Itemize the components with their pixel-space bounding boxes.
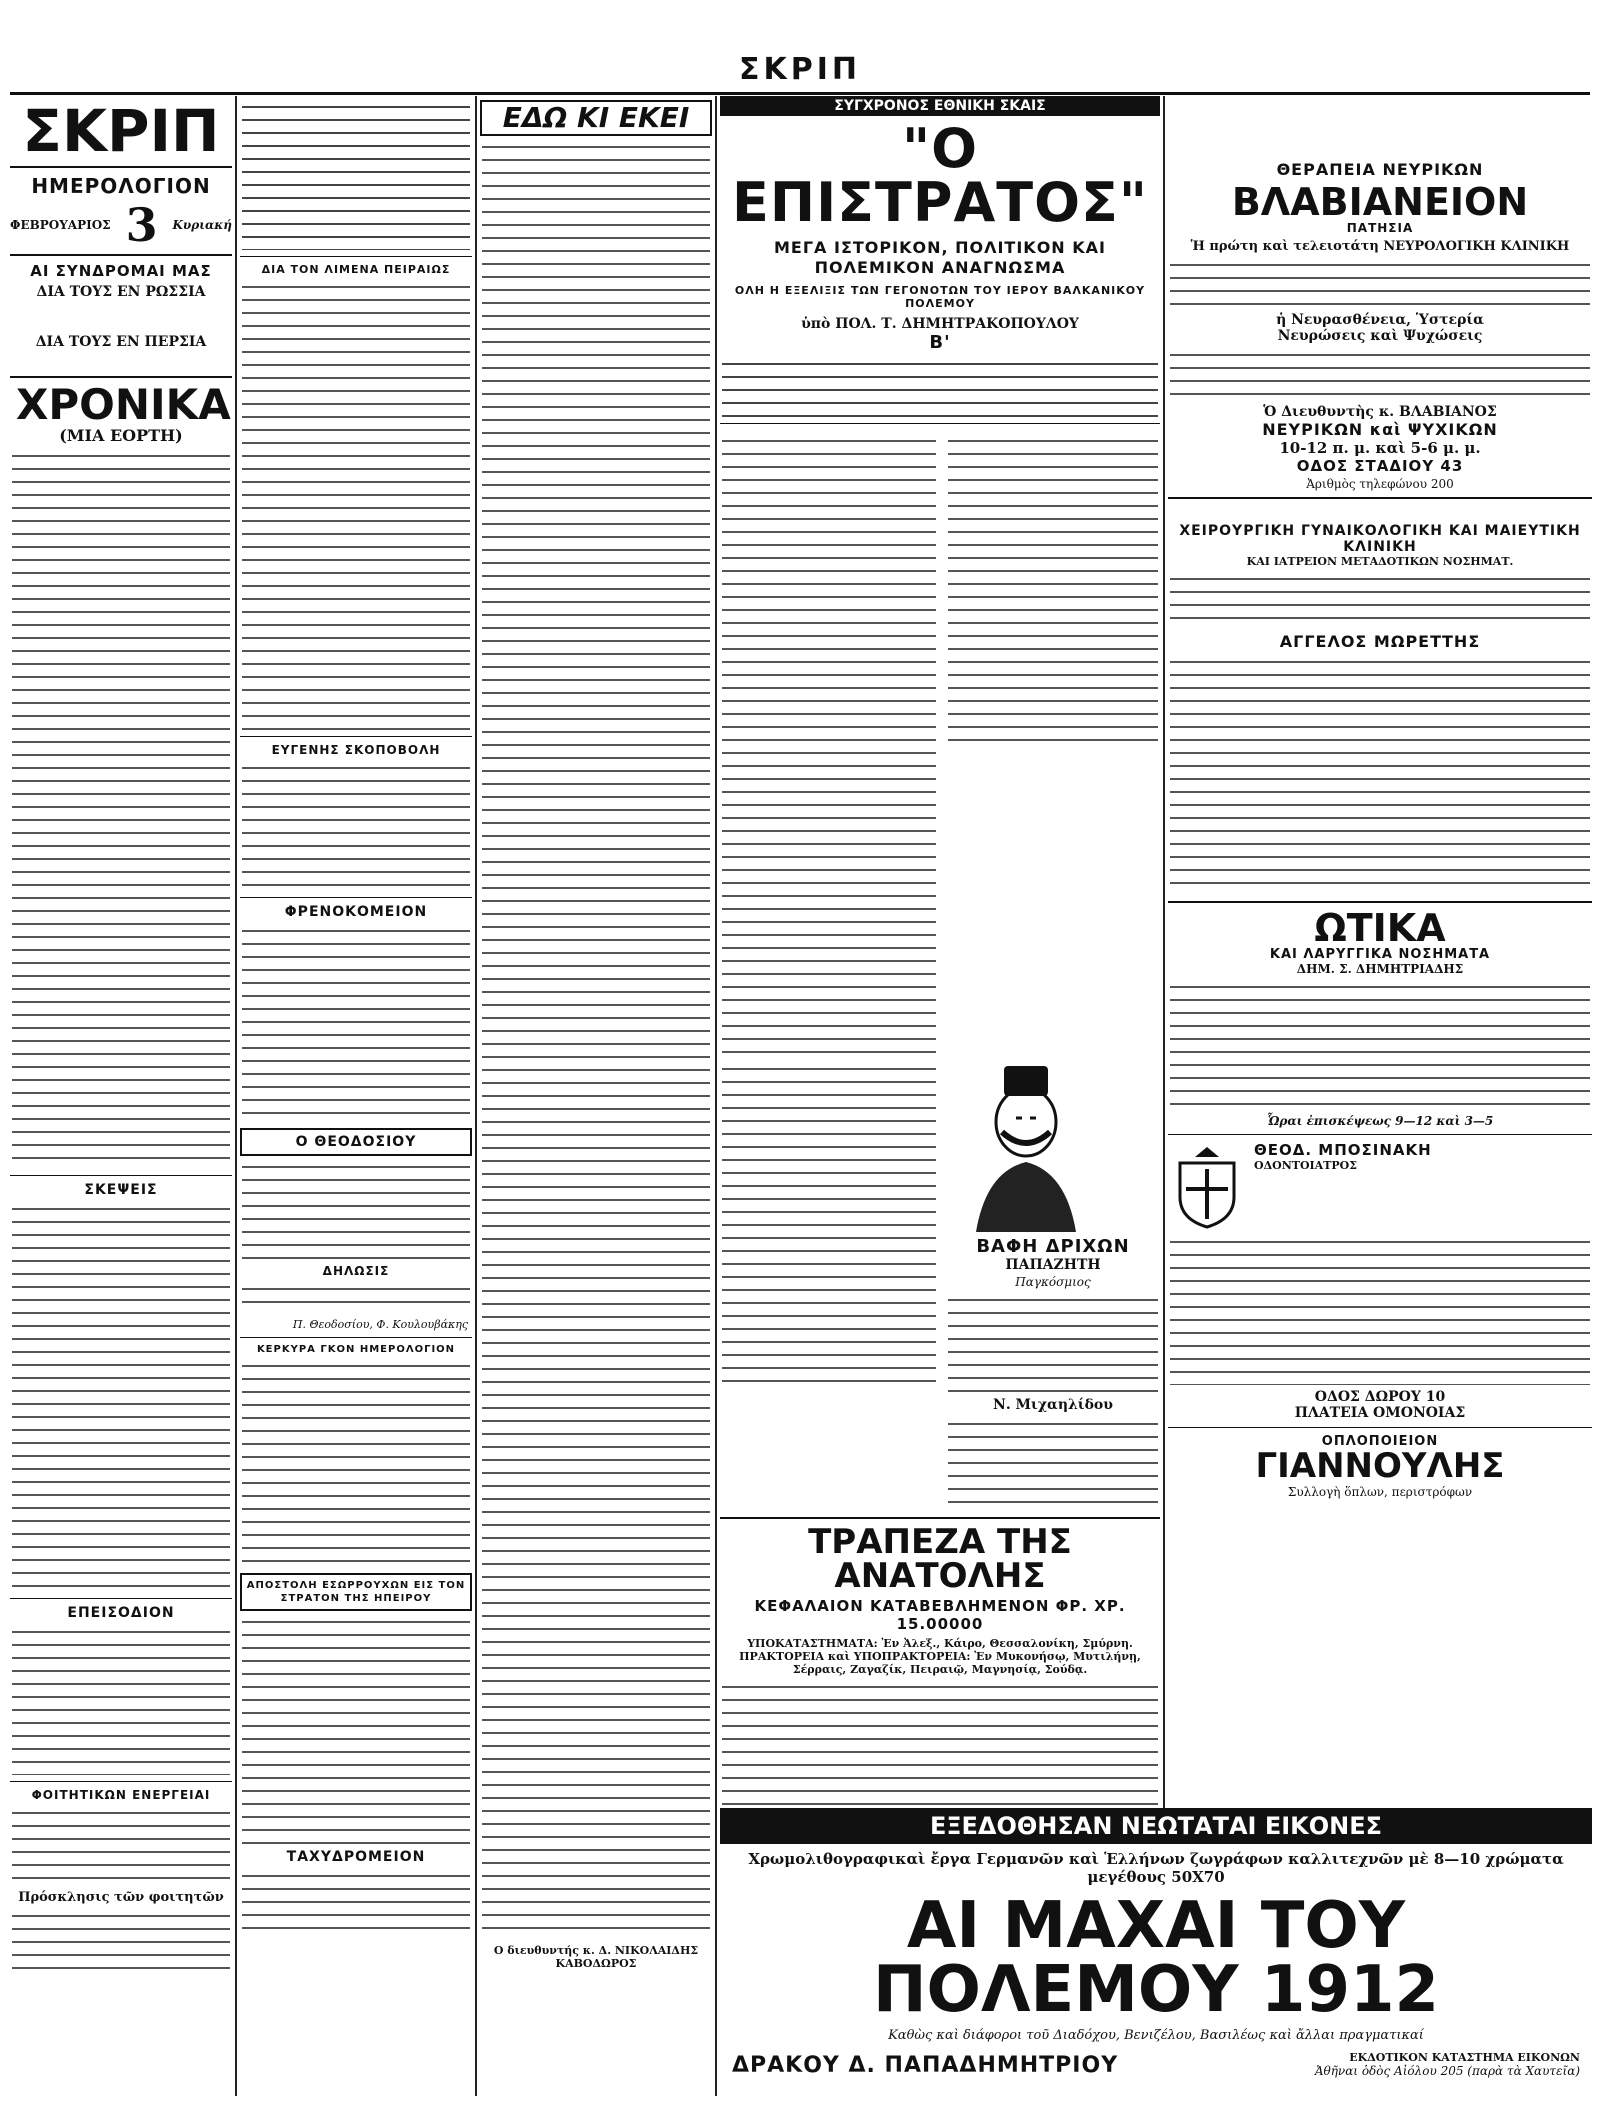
article-text-skopoboli bbox=[242, 761, 470, 891]
theodosiou-box bbox=[240, 1128, 472, 1156]
bank-agencies: ΠΡΑΚΤΟΡΕΙΑ καὶ ΥΠΟΠΡΑΚΤΟΡΕΙΑ: Ἐν Μυκονήσῳ, Μυτιλήνῃ, Σέρραις, Ζαγαζίκ, Πειραιῷ, Μαγνησίᾳ, Σούδᾳ. bbox=[739, 1650, 1141, 1676]
vafi-text bbox=[948, 1293, 1158, 1393]
epeisodion-heading: ΕΠΕΙΣΟΔΙΟΝ bbox=[67, 1605, 175, 1621]
article-text-apostoli bbox=[242, 1615, 470, 1845]
neuro-name: ΒΛΑΒΙΑΝΕΙΟΝ bbox=[1231, 180, 1529, 224]
dilosis-heading: ΔΗΛΩΣΙΣ bbox=[322, 1264, 390, 1278]
subscriptions-persia: ΔΙΑ ΤΟΥΣ ΕΝ ΠΕΡΣΙΑ bbox=[35, 334, 207, 350]
bottom-banner bbox=[720, 1808, 1592, 2120]
dentist-ad bbox=[1168, 1141, 1592, 1231]
article-text bbox=[12, 304, 230, 330]
editor-footer: Ο διευθυντής κ. Δ. ΝΙΚΟΛΑΙΔΗΣ ΚΑΒΟΔΩΡΟΣ bbox=[493, 1944, 699, 1970]
edo-ki-ekei-heading: ΕΔΩ ΚΙ ΕΚΕΙ bbox=[502, 101, 690, 134]
neuro-text bbox=[1170, 348, 1590, 400]
publisher-name: ΔΡΑΚΟΥ Δ. ΠΑΠΑΔΗΜΗΤΡΙΟΥ bbox=[732, 2053, 1119, 2078]
edo-ki-ekei-box bbox=[480, 100, 712, 136]
page-masthead: ΣΚΡΙΠ bbox=[739, 52, 861, 87]
tachydromeion-heading: ΤΑΧΥΔΡΟΜΕΙΟΝ bbox=[286, 1849, 426, 1865]
date-weekday: Κυριακή bbox=[172, 218, 232, 232]
neuro-item-2: Νευρώσεις καὶ Ψυχώσεις bbox=[1277, 328, 1483, 344]
article-text-tachydromeion bbox=[242, 1869, 470, 1929]
chronika-heading: ΧΡΟΝΙΚΑ bbox=[16, 380, 231, 429]
column-2 bbox=[240, 96, 472, 2096]
article-text bbox=[12, 354, 230, 370]
publisher-row bbox=[720, 2045, 1592, 2084]
column-rule bbox=[715, 96, 717, 2096]
article-text bbox=[242, 100, 470, 250]
lower-section bbox=[720, 1058, 1160, 1511]
paper-title: ΣΚΡΙΠ bbox=[22, 97, 220, 165]
publisher-label: ΕΚΔΟΤΙΚΟΝ ΚΑΤΑΣΤΗΜΑ ΕΙΚΟΝΩΝ bbox=[1349, 2051, 1580, 2064]
column-1 bbox=[10, 96, 232, 2096]
article-text-frenokomeion bbox=[242, 924, 470, 1124]
article-text-dilosis bbox=[242, 1282, 470, 1314]
otika-text bbox=[1170, 980, 1590, 1110]
vafi-sub: ΠΑΠΑΖΗΤΗ bbox=[1005, 1257, 1101, 1273]
foitikon-heading: ΦΟΙΤΗΤΙΚΩΝ ΕΝΕΡΓΕΙΑΙ bbox=[31, 1788, 211, 1802]
gun-heading: ΟΠΛΟΠΟΙΕΙΟΝ bbox=[1321, 1434, 1439, 1449]
episcratos-part: Β' bbox=[929, 332, 951, 353]
episcratos-headline: "Ο ΕΠΙΣΤΡΑΤΟΣ" bbox=[731, 117, 1149, 234]
date-month: ΦΕΒΡΟΥΑΡΙΟΣ bbox=[10, 218, 111, 232]
surg-heading: ΧΕΙΡΟΥΡΓΙΚΗ ΓΥΝΑΙΚΟΛΟΓΙΚΗ ΚΑΙ ΜΑΙΕΥΤΙΚΗ ΚΛΙΝΙΚΗ bbox=[1179, 523, 1581, 555]
article-text-intro bbox=[722, 357, 1158, 417]
article-text-epeisodion bbox=[12, 1625, 230, 1775]
episcratos-right bbox=[946, 430, 1160, 1058]
surg-text-long bbox=[1170, 655, 1590, 895]
surg-doctor: ΑΓΓΕΛΟΣ ΜΩΡΕΤΤΗΣ bbox=[1279, 632, 1481, 651]
gun-sub: Συλλογὴ ὅπλων, περιστρόφων bbox=[1287, 1485, 1473, 1499]
column-rule bbox=[475, 96, 477, 2096]
images-line: Χρωμολιθογραφικαὶ ἔργα Γερμανῶν καὶ Ἑλλήνων ζωγράφων καλλιτεχνῶν μὲ 8—10 χρώματα μεγέθους 50Χ70 bbox=[748, 1850, 1564, 1886]
episcratos-subhead: ΜΕΓΑ ΙΣΤΟΡΙΚΟΝ, ΠΟΛΙΤΙΚΟΝ ΚΑΙ ΠΟΛΕΜΙΚΟΝ ΑΝΑΓΝΩΣΜΑ bbox=[773, 238, 1106, 277]
article-text-left bbox=[722, 434, 936, 1054]
article-text-foitikon bbox=[12, 1806, 230, 1886]
neuro-heading: ΘΕΡΑΠΕΙΑ ΝΕΥΡΙΚΩΝ bbox=[1276, 160, 1484, 179]
surg-text bbox=[1170, 572, 1590, 628]
subscriptions-russia: ΔΙΑ ΤΟΥΣ ΕΝ ΡΩΣΣΙΑ bbox=[36, 284, 206, 300]
apostoli-heading: ΑΠΟΣΤΟΛΗ ΕΣΩΡΡΟΥΧΩΝ ΕΙΣ ΤΟΝ ΣΤΡΑΤΟΝ ΤΗΣ ΗΠΕΙΡΟΥ bbox=[246, 1580, 466, 1604]
chronika-subheading: (ΜΙΑ ΕΟΡΤΗ) bbox=[59, 426, 183, 445]
dentist-address-2: ΠΛΑΤΕΙΑ ΟΜΟΝΟΙΑΣ bbox=[1294, 1405, 1466, 1421]
article-text-kerkyra bbox=[242, 1359, 470, 1569]
article-text-edo-ki-ekei bbox=[482, 140, 710, 1940]
dentist-sub: ΟΔΟΝΤΟΙΑΤΡΟΣ bbox=[1254, 1159, 1358, 1172]
new-images-heading: ΕΞΕΔΟΘΗΣΑΝ ΝΕΩΤΑΤΑΙ ΕΙΚΟΝΕΣ bbox=[720, 1808, 1592, 1844]
article-text-thessaloniki bbox=[722, 1062, 936, 1392]
gun-name: ΓΙΑΝΝΟΥΛΗΣ bbox=[1255, 1446, 1505, 1486]
bank-branches: ΥΠΟΚΑΤΑΣΤΗΜΑΤΑ: Ἐν Ἀλεξ., Κάιρο, Θεσσαλονίκη, Σμύρνη. bbox=[747, 1637, 1133, 1650]
neuro-hours: 10-12 π. μ. καὶ 5-6 μ. μ. bbox=[1279, 439, 1481, 457]
episcratos-author: ὑπὸ ΠΟΛ. Τ. ΔΗΜΗΤΡΑΚΟΠΟΥΛΟΥ bbox=[801, 316, 1079, 332]
neuro-place: ΠΑΤΗΣΙΑ bbox=[1346, 221, 1414, 235]
article-text-chronika bbox=[12, 449, 230, 1169]
prosklisis-heading: Πρόσκλησις τῶν φοιτητῶν bbox=[18, 1890, 224, 1905]
limeni-heading: ΔΙΑ ΤΟΝ ΛΙΜΕΝΑ ΠΕΙΡΑΙΩΣ bbox=[261, 263, 451, 276]
skopoboli-heading: ΕΥΓΕΝΗΣ ΣΚΟΠΟΒΟΛΗ bbox=[271, 743, 441, 757]
kerkyra-heading: ΚΕΡΚΥΡΑ ΓΚΟΝ ΗΜΕΡΟΛΟΓΙΟΝ bbox=[256, 1344, 456, 1355]
date-day: 3 bbox=[125, 198, 158, 252]
apostoli-box bbox=[240, 1573, 472, 1611]
vafi-note: Παγκόσμιος bbox=[1015, 1275, 1091, 1289]
column-rule bbox=[1163, 96, 1165, 2096]
surg-sub: ΚΑΙ ΙΑΤΡΕΙΟΝ ΜΕΤΑΔΟΤΙΚΩΝ ΝΟΣΗΜΑΤ. bbox=[1246, 555, 1514, 568]
date-row bbox=[10, 198, 232, 252]
otika-sub: ΚΑΙ ΛΑΡΥΓΓΙΚΑ ΝΟΣΗΜΑΤΑ bbox=[1269, 947, 1491, 962]
dentist-text bbox=[1170, 1235, 1590, 1385]
neuro-dept: ΝΕΥΡΙΚΩΝ καὶ ΨΥΧΙΚΩΝ bbox=[1262, 420, 1498, 439]
otika-heading: ΩΤΙΚΑ bbox=[1314, 906, 1446, 950]
mikhailidou-text bbox=[948, 1417, 1158, 1507]
article-text bbox=[12, 1909, 230, 1969]
episcratos-body bbox=[720, 430, 1160, 1058]
article-text-limeni bbox=[242, 280, 470, 730]
frenokomeion-heading: ΦΡΕΝΟΚΟΜΕΙΟΝ bbox=[284, 904, 428, 920]
otika-doctor: ΔΗΜ. Σ. ΔΗΜΗΤΡΙΑΔΗΣ bbox=[1296, 962, 1464, 976]
publisher-address: Ἀθῆναι ὁδὸς Αἰόλου 205 (παρὰ τὰ Χαυτεῖα) bbox=[1314, 2064, 1580, 2078]
column-3 bbox=[480, 96, 712, 2096]
article-text-right bbox=[948, 434, 1158, 744]
neuro-phone: Ἀριθμὸς τηλεφώνου 200 bbox=[1306, 477, 1454, 491]
neuro-street: ΟΔΟΣ ΣΤΑΔΙΟΥ 43 bbox=[1296, 457, 1464, 475]
episcratos-desc: ΟΛΗ Η ΕΞΕΛΙΞΙΣ ΤΩΝ ΓΕΓΟΝΟΤΩΝ ΤΟΥ ΙΕΡΟΥ ΒΑΛΚΑΝΙΚΟΥ ΠΟΛΕΜΟΥ bbox=[734, 284, 1146, 310]
bank-text bbox=[722, 1680, 1158, 1820]
bank-capital: ΚΕΦΑΛΑΙΟΝ ΚΑΤΑΒΕΒΛΗΜΕΝΟΝ ΦΡ. ΧΡ. 15.00000 bbox=[754, 1597, 1126, 1633]
neuro-item-1: ἡ Νευρασθένεια, Ὑστερία bbox=[1276, 312, 1484, 328]
column-5 bbox=[1168, 96, 1592, 2096]
top-rule bbox=[10, 92, 1590, 95]
bank-title: ΤΡΑΠΕΖΑ ΤΗΣ ΑΝΑΤΟΛΗΣ bbox=[808, 1522, 1072, 1596]
dilosis-signature: Π. Θεοδοσίου, Φ. Κουλουβάκης bbox=[292, 1318, 468, 1331]
vafi-title: ΒΑΦΗ ΔΡΙΧΩΝ bbox=[976, 1236, 1130, 1257]
theodosiou-heading: Ο ΘΕΟΔΟΣΙΟΥ bbox=[295, 1134, 417, 1150]
mikhailidou-ad: Ν. Μιχαηλίδου bbox=[993, 1397, 1113, 1413]
dentist-address-1: ΟΔΟΣ ΔΩΡΟΥ 10 bbox=[1314, 1389, 1446, 1405]
column-4 bbox=[720, 96, 1160, 2096]
vafi-ad bbox=[946, 1058, 1160, 1511]
column-rule bbox=[235, 96, 237, 2096]
crest-icon bbox=[1168, 1143, 1246, 1229]
strapline: ΣΥΓΧΡΟΝΟΣ ΕΘΝΙΚΗ ΣΚΑΙΣ bbox=[720, 96, 1160, 116]
dentist-name: ΘΕΟΔ. ΜΠΟΣΙΝΑΚΗ bbox=[1254, 1141, 1432, 1159]
battles-sub: Καθὼς καὶ διάφοροι τοῦ Διαδόχου, Βενιζέλου, Βασιλέως καὶ ἄλλαι πραγματικαί bbox=[888, 2028, 1424, 2043]
publisher-info bbox=[1315, 2051, 1580, 2078]
battles-title: ΑΙ ΜΑΧΑΙ ΤΟΥ ΠΟΛΕΜΟΥ 1912 bbox=[872, 1889, 1440, 2027]
portrait-illustration bbox=[956, 1062, 1096, 1232]
article-text-skepseis bbox=[12, 1202, 230, 1592]
neuro-doctor: Ὁ Διευθυντὴς κ. ΒΛΑΒΙΑΝΟΣ bbox=[1263, 404, 1497, 420]
article-text-theodosiou bbox=[242, 1160, 470, 1260]
calendar-label: ΗΜΕΡΟΛΟΓΙΟΝ bbox=[31, 174, 211, 198]
otika-hours: Ὧραι ἐπισκέψεως 9—12 καὶ 3—5 bbox=[1266, 1114, 1494, 1128]
skepseis-heading: ΣΚΕΨΕΙΣ bbox=[84, 1182, 158, 1198]
neuro-line: Ἡ πρώτη καὶ τελειοτάτη ΝΕΥΡΟΛΟΓΙΚΗ ΚΛΙΝΙΚΗ bbox=[1190, 239, 1570, 254]
subscriptions-heading: ΑΙ ΣΥΝΔΡΟΜΑΙ ΜΑΣ bbox=[30, 262, 212, 280]
neuro-text bbox=[1170, 258, 1590, 308]
